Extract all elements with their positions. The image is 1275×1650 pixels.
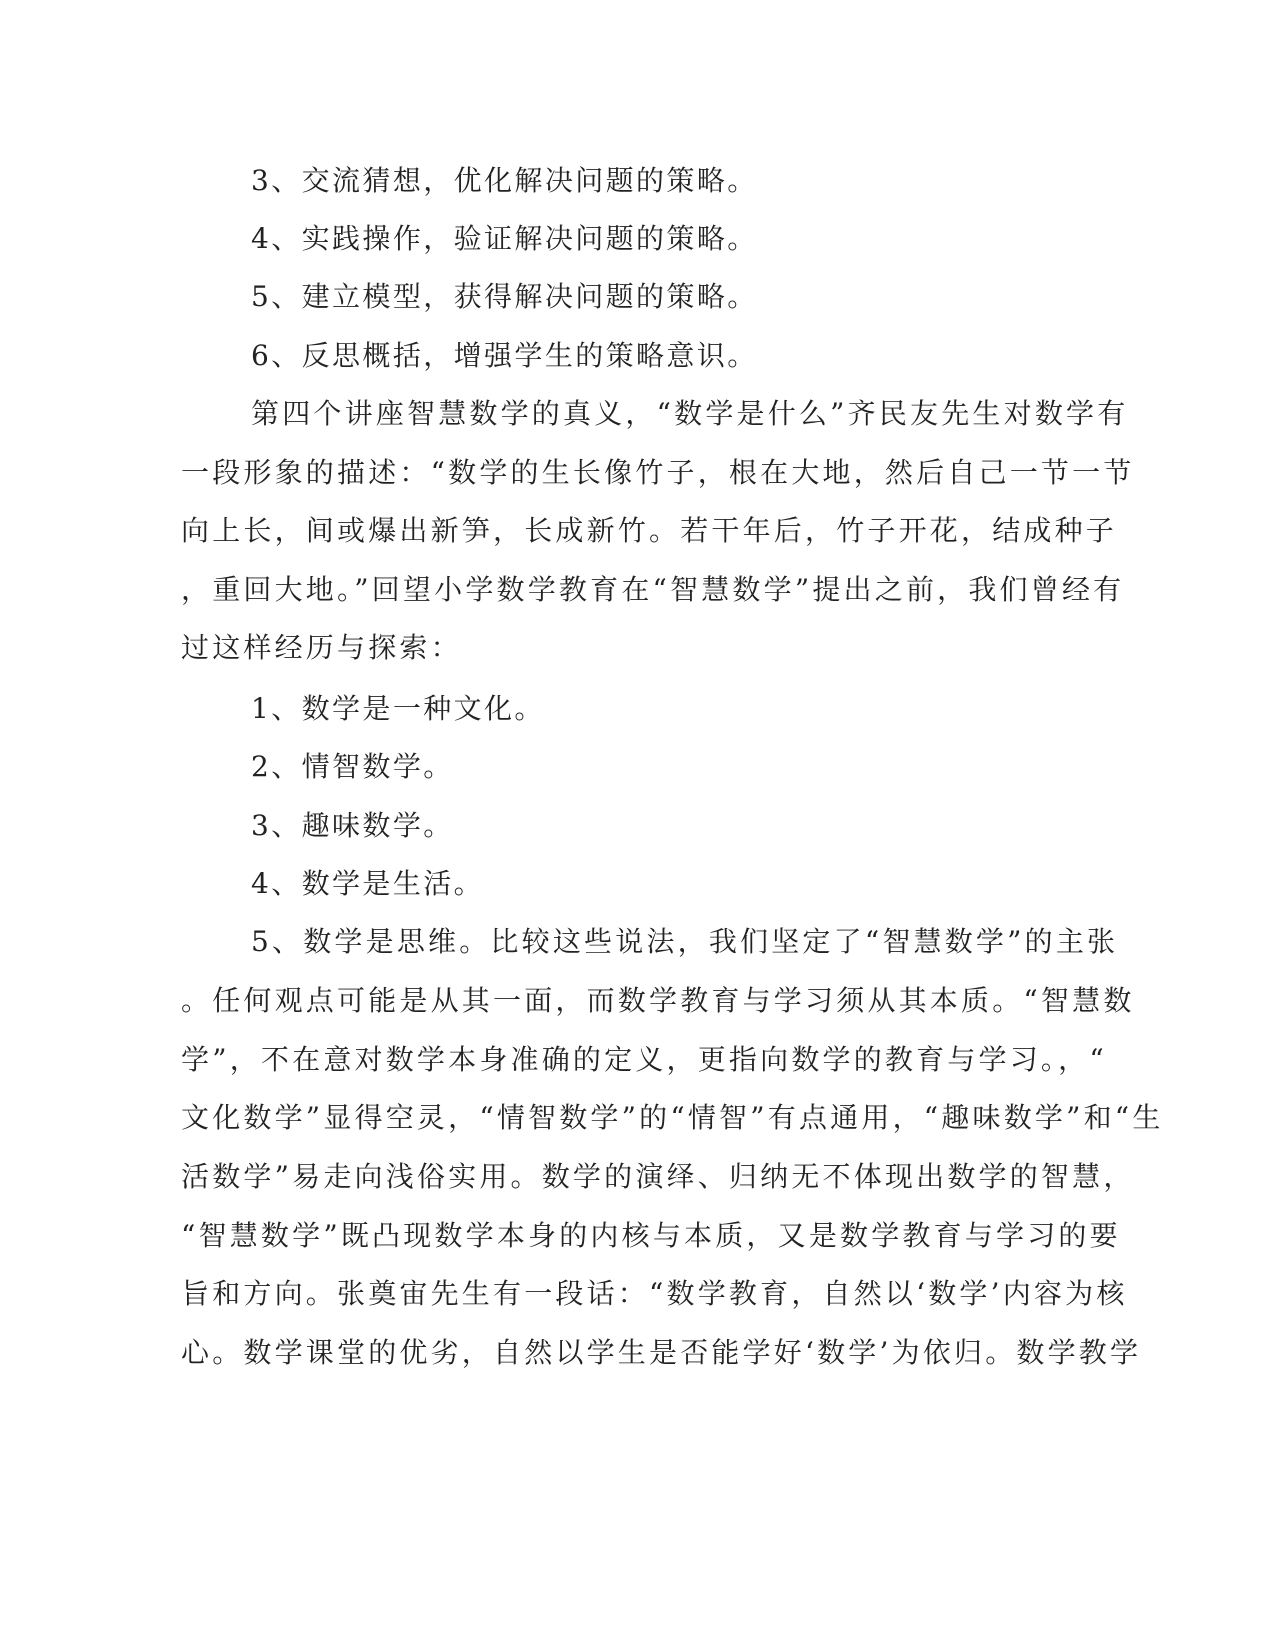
paragraph-line: 第四个讲座智慧数学的真义，“数学是什么”齐民友先生对数学有 xyxy=(251,397,1129,430)
paragraph-line: 心。数学课堂的优劣，自然以学生是否能学好‘数学’为依归。数学教学 xyxy=(181,1336,1142,1369)
paragraph-line: 向上长，间或爆出新笋，长成新竹。若干年后，竹子开花，结成种子 xyxy=(181,514,1118,547)
list-item: 3、趣味数学。 xyxy=(251,809,454,842)
paragraph-line: 5、数学是思维。比较这些说法，我们坚定了“智慧数学”的主张 xyxy=(251,925,1119,958)
paragraph-line: 过这样经历与探索： xyxy=(181,631,462,664)
list-item: 4、数学是生活。 xyxy=(251,867,485,900)
paragraph-line: “智慧数学”既凸现数学本身的内核与本质，又是数学教育与学习的要 xyxy=(181,1219,1121,1252)
list-item: 5、建立模型，获得解决问题的策略。 xyxy=(251,280,758,313)
paragraph-line: 文化数学”显得空灵，“情智数学”的“情智”有点通用，“趣味数学”和“生 xyxy=(181,1101,1164,1134)
list-item: 2、情智数学。 xyxy=(251,750,454,783)
paragraph-line: 一段形象的描述：“数学的生长像竹子，根在大地，然后自己一节一节 xyxy=(181,456,1135,489)
paragraph-line: 活数学”易走向浅俗实用。数学的演绎、归纳无不体现出数学的智慧， xyxy=(181,1160,1135,1193)
paragraph-line: 旨和方向。张奠宙先生有一段话：“数学教育，自然以‘数学’内容为核 xyxy=(181,1277,1128,1310)
list-item: 1、数学是一种文化。 xyxy=(251,692,545,725)
paragraph-line: ，重回大地。”回望小学数学教育在“智慧数学”提出之前，我们曾经有 xyxy=(181,573,1125,606)
paragraph-line: 。任何观点可能是从其一面，而数学教育与学习须从其本质。“智慧数 xyxy=(181,984,1135,1017)
list-item: 6、反思概括，增强学生的策略意识。 xyxy=(251,339,758,372)
list-item: 4、实践操作，验证解决问题的策略。 xyxy=(251,222,758,255)
paragraph-line: 学”，不在意对数学本身准确的定义，更指向数学的教育与学习。，“ xyxy=(181,1043,1107,1076)
list-item: 3、交流猜想，优化解决问题的策略。 xyxy=(251,164,758,197)
